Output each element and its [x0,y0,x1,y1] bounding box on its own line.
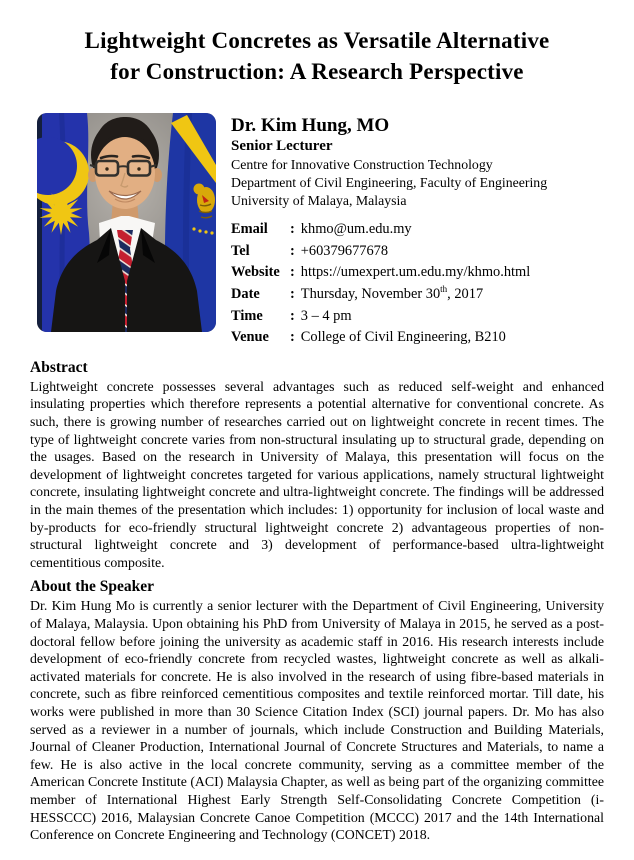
page-title-line1: Lightweight Concretes as Versatile Alternative [84,28,550,53]
website-label: Website [231,264,280,281]
venue-value: College of Civil Engineering, B210 [300,329,506,346]
contact-row-website: Website : https://umexpert.um.edu.my/khmo.html [231,262,604,284]
contact-row-time: Time : 3 – 4 pm [231,306,604,328]
tel-label: Tel [231,242,250,259]
speaker-name: Dr. Kim Hung, MO [231,115,390,136]
website-value: https://umexpert.um.edu.my/khmo.html [300,264,531,281]
about-speaker-section [30,577,604,843]
contact-row-date: Date : Thursday, November 30th, 2017 [231,284,604,306]
tel-value: +60379677678 [300,242,389,259]
about-speaker-body: Dr. Kim Hung Mo is currently a senior lecturer with the Department of Civil Engineering, University of Malaya, Malaysia. Upon obtaining his PhD from University of Malaya in 2015, he served as a post-doctoral fellow before joining the university as academic staff in 2016. His research interests include development of eco-friendly concrete from recycled wastes, lightweight concrete as well as alkali-activated materials for concrete. He is also involved in the research of using fibre-based materials in concrete, such as fibre reinforced cementitious composites and textile reinforced mortar. Till date, his works were published in more than 30 Science Citation Index (SCI) journal papers. Dr. Mo has also served as a reviewer in a number of journals, which include Construction and Building Materials, Journal of Cleaner Production, International Journal of Concrete Structures and Materials, to name a few. He is also active in the local concrete community, serving as a committee member of the American Concrete Institute (ACI) Malaysia Chapter, as well as being part of the organizing committee member of International Highest Early Strength Self-Consolidating Concrete Competition (i-HESSCCC) 2016, Malaysian Concrete Canoe Competition (MCCC) 2017 and the 14th International Conference on Concrete Engineering and Technology (CONCET) 2018. [30,598,604,843]
about-speaker-heading: About the Speaker [30,578,155,596]
date-label: Date [231,286,260,303]
page-title [0,0,634,87]
contact-row-email: Email : khmo@um.edu.my [231,219,604,241]
time-value: 3 – 4 pm [300,307,352,324]
email-label: Email [231,221,268,238]
speaker-info [231,113,604,349]
speaker-photo [37,113,216,332]
page-title-line2: for Construction: A Research Perspective [110,59,524,84]
speaker-affiliation-line: Centre for Innovative Construction Technology [231,157,493,172]
time-label: Time [231,307,263,324]
speaker-position: Senior Lecturer [231,138,333,154]
date-value: Thursday, November 30th, 2017 [300,284,484,303]
contact-details [231,219,604,349]
abstract-body: Lightweight concrete possesses several advantages such as reduced self-weight and enhanced insulating properties which therefore represents a potential alternative for conventional concrete. As such, there is growing number of researches carried out on lightweight concrete in recent times. The type of lightweight concrete varies from non-structural insulating up to structural grade, depending on the usages. Based on the research in University of Malaya, this presentation will focus on the development of lightweight concretes targeted for various applications, namely structural lightweight concrete, insulating lightweight concrete and ultra-lightweight concrete. The findings will be addressed in the main themes of the presentation which includes: 1) opportunity for inclusion of local waste and by-products for eco-friendly structural lightweight concrete 2) advantageous properties of non-structural lightweight concrete and 3) development of performance-based ultra-lightweight cementitious composite. [30,378,604,570]
abstract-heading: Abstract [30,358,88,376]
contact-row-tel: Tel : +60379677678 [231,241,604,263]
venue-label: Venue [231,329,269,346]
speaker-affiliation-line: University of Malaya, Malaysia [231,193,407,209]
speaker-photo-illustration [37,113,216,332]
speaker-affiliation-line: Department of Civil Engineering, Faculty of Engineering [231,175,548,191]
speaker-header [37,113,604,349]
contact-row-venue: Venue : College of Civil Engineering, B210 [231,327,604,349]
abstract-section [30,358,604,572]
email-value: khmo@um.edu.my [300,221,412,238]
